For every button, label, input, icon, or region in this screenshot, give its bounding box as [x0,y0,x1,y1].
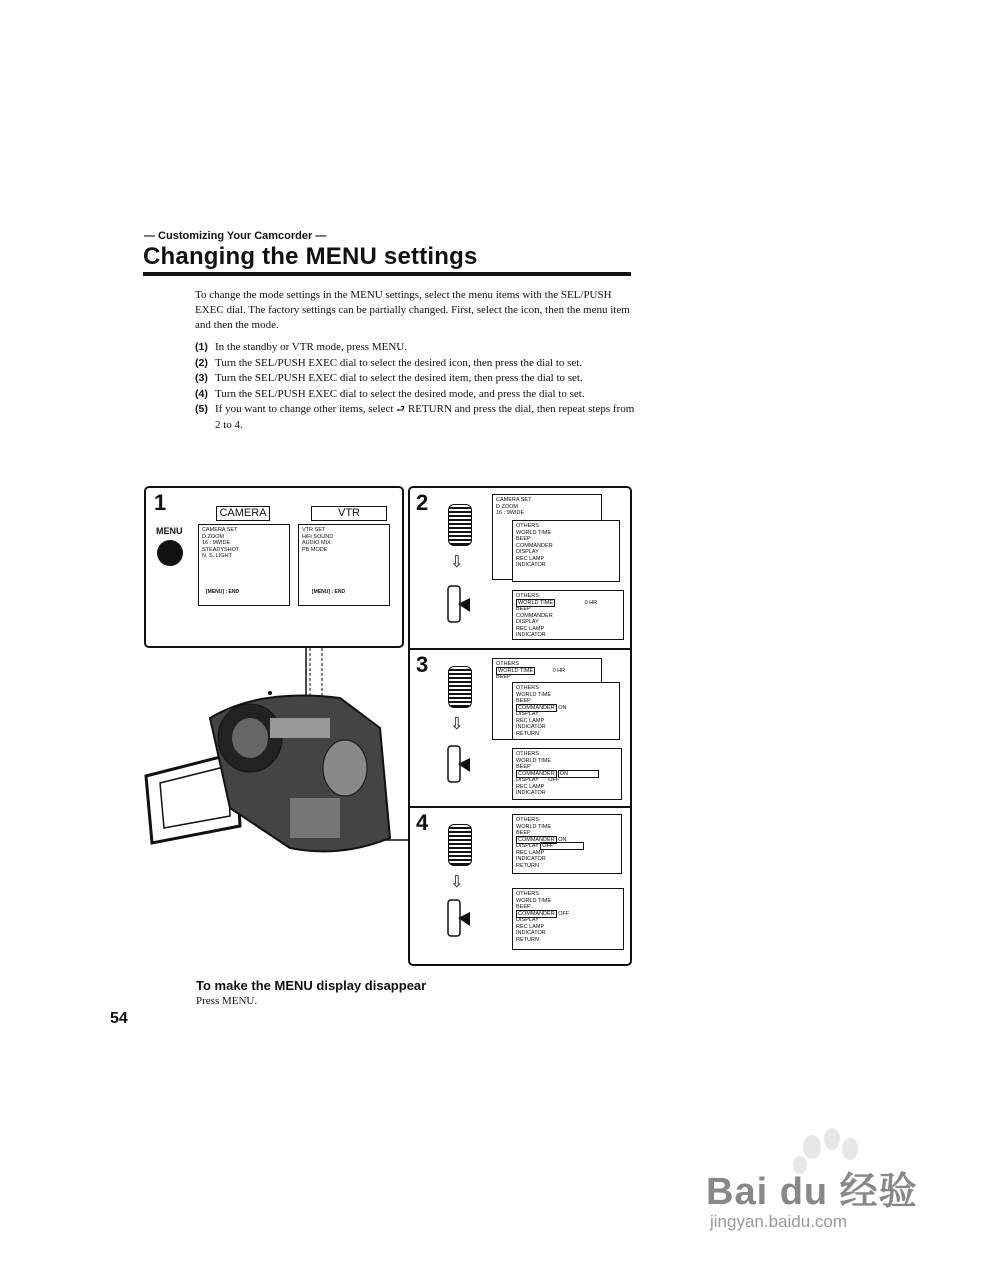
value-label: 0 HR [552,667,566,674]
menu-item: BEEP [516,698,531,704]
menu-item-selected: WORLD TIME [518,599,554,606]
menu-item: INDICATOR [516,930,546,936]
step-text: In the standby or VTR mode, press MENU. [215,341,407,353]
menu-label: MENU [156,526,183,536]
step-item [195,387,635,402]
menu-item: DISPLAY [516,777,539,783]
footer-heading: To make the MENU display disappear [196,978,427,993]
watermark-brand: Bai du 经验 [706,1171,918,1213]
step-number: (3) [195,372,208,384]
menu-item: INDICATOR [516,632,546,638]
menu-item: BEEP [496,674,511,680]
menu-item: AUDIO MIX [302,540,331,546]
menu-item: CAMERA SET [496,497,532,503]
menu-item-selected: COMMANDER [518,770,555,777]
section-label: — Customizing Your Camcorder — [144,230,327,242]
menu-item-selected: COMMANDER [518,910,555,917]
menu-screen [512,748,622,800]
step-number: (1) [195,341,208,353]
menu-item: OTHERS [516,751,539,757]
menu-item: REC LAMP [516,625,545,632]
step-item [195,340,635,355]
vtr-tab: VTR [311,506,387,521]
menu-item: INDICATOR [516,790,546,796]
camera-tab: CAMERA [216,506,270,521]
value-label: ON [558,770,599,778]
menu-screen [512,682,620,740]
menu-item: DISPLAY [516,843,539,849]
step-number: (2) [195,356,208,369]
menu-item: OTHERS [516,891,539,897]
menu-item: COMMANDER [516,542,553,549]
value-label: OFF [558,910,570,917]
menu-item: REC LAMP [516,717,545,724]
menu-item: 16 : 9WIDE [202,540,231,546]
step-text: If you want to change other items, select [215,403,394,415]
step-text: Turn the SEL/PUSH EXEC dial to select the desired mode, and press the dial to set. [215,387,585,400]
menu-item: N. S. LIGHT [202,553,232,559]
menu-item: DISPLAY [516,917,539,923]
menu-screen [512,814,622,874]
step-text: Turn the SEL/PUSH EXEC dial to select the desired icon, then press the dial to set. [215,356,583,369]
menu-item: BEEP [516,536,531,542]
footer-text: Press MENU. [196,995,258,1007]
step-number: 1 [154,490,167,515]
step-number: 2 [416,490,429,515]
step-text: RETURN and press the dial, then repeat steps from 2 to 4. [215,403,635,431]
menu-item: PB MODE [302,546,328,553]
menu-item: REC LAMP [516,923,545,930]
menu-item: OTHERS [496,661,519,667]
menu-item: COMMANDER [516,612,553,619]
value-label: OFF [540,842,584,850]
menu-button-icon [157,540,183,566]
value-label: ON [558,836,567,843]
watermark-url: jingyan.baidu.com [710,1212,848,1231]
menu-item: DISPLAY [516,619,539,625]
menu-item: CAMERA SET [202,527,238,533]
down-arrow-icon: ⇩ [450,714,464,733]
menu-screen [512,520,620,582]
menu-item: REC LAMP [516,849,545,856]
menu-item: VTR SET [302,527,326,533]
menu-item: STEADYSHOT [202,546,240,553]
menu-item: INDICATOR [516,856,546,862]
title-rule [143,272,631,276]
down-arrow-icon: ⇩ [450,872,464,891]
menu-item-selected: WORLD TIME [498,667,534,674]
press-dial-icon [446,898,472,940]
step-item [195,356,635,371]
menu-item: WORLD TIME [516,529,552,536]
page-number: 54 [110,1010,128,1027]
menu-item: HiFi SOUND [302,533,334,540]
menu-item: BEEP [516,830,531,836]
intro-paragraph: To change the mode settings in the MENU settings, select the menu items with the SEL/PUSH EXEC dial. The factory settings can be partially changed. First, select the icon, then the menu item and then the mode. [195,289,630,331]
menu-item: OTHERS [516,523,539,529]
end-label: [MENU] : END [206,589,240,595]
menu-item: DISPLAY [516,549,539,555]
menu-item: RETURN [516,862,539,869]
menu-item: WORLD TIME [516,897,552,904]
page-title: Changing the MENU settings [143,243,478,270]
divider [410,806,630,808]
steps-list [195,340,635,433]
menu-item: INDICATOR [516,724,546,730]
press-dial-icon [446,744,472,786]
press-dial-icon [446,584,472,626]
menu-item: D ZOOM [496,503,518,510]
value-label: 0 HR [584,599,598,606]
step-number: (4) [195,387,208,400]
menu-item: REC LAMP [516,783,545,790]
menu-item: OTHERS [516,817,539,823]
menu-item: INDICATOR [516,562,546,568]
menu-item-selected: COMMANDER [518,836,555,843]
camcorder-illustration [140,648,420,858]
menu-item: OTHERS [516,685,539,691]
menu-item: WORLD TIME [516,757,552,764]
step-item [195,371,635,386]
step-number: (5) [195,403,208,415]
step1-panel [144,486,404,648]
menu-item: RETURN [516,730,539,737]
step-text: Turn the SEL/PUSH EXEC dial to select the desired item, then press the dial to set. [215,372,583,384]
value-label: ON [558,704,567,711]
dial-icon [448,824,472,866]
menu-item: D ZOOM [202,533,224,540]
menu-item: WORLD TIME [516,823,552,830]
menu-screen [512,590,624,640]
menu-item: 16 : 9WIDE [496,510,525,516]
menu-item: DISPLAY [516,711,539,717]
menu-item: BEEP [516,606,531,612]
menu-item: BEEP [516,904,531,910]
menu-item-selected: COMMANDER [518,704,555,711]
steps-2-4-panel [408,486,632,966]
value-label: OFF [548,777,560,783]
menu-item: RETURN [516,936,539,943]
down-arrow-icon: ⇩ [450,552,464,571]
menu-item: BEEP [516,764,531,770]
end-label: [MENU] : END [312,589,346,595]
menu-item: OTHERS [516,593,539,599]
dial-icon [448,666,472,708]
menu-item: WORLD TIME [516,691,552,698]
divider [410,648,630,650]
step-item [195,402,635,432]
step-number: 3 [416,652,429,677]
dial-icon [448,504,472,546]
menu-screen [512,888,624,950]
step-number: 4 [416,810,429,835]
menu-item: REC LAMP [516,555,545,562]
return-icon: ⮐ [396,404,406,415]
